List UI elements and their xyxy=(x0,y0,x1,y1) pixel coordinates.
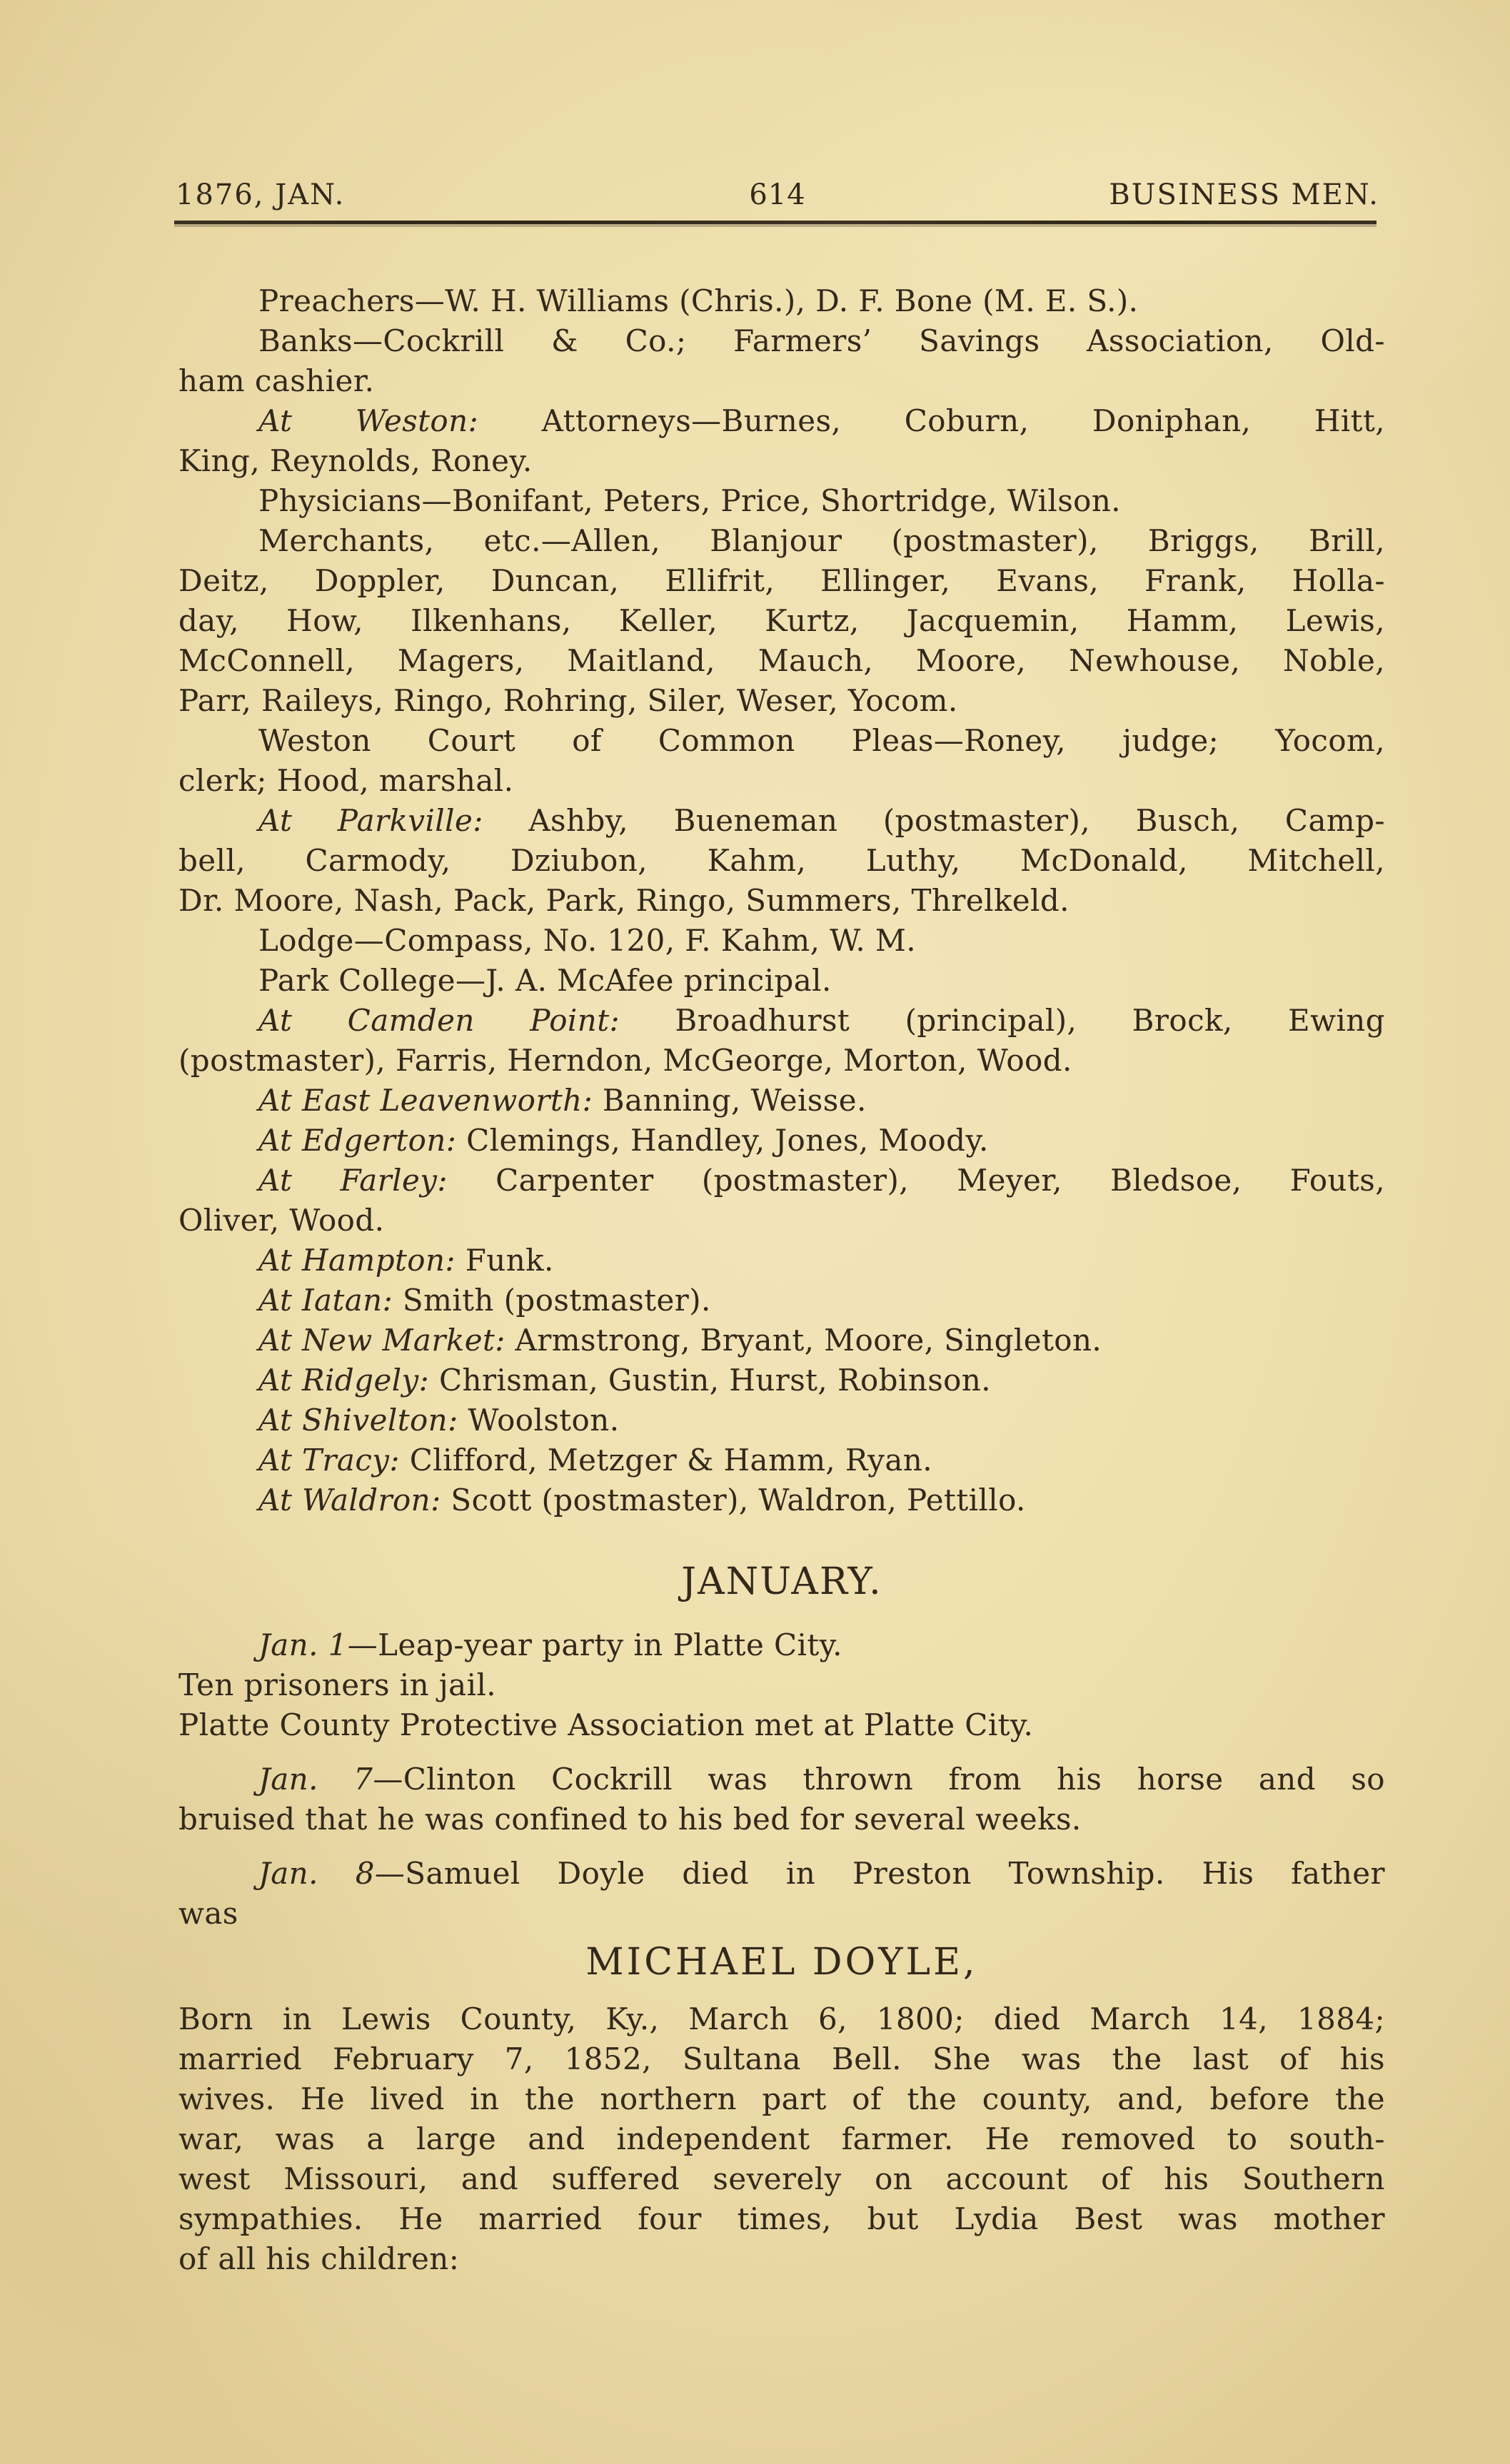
italic-text-segment: At Shivelton: xyxy=(258,1403,458,1438)
text-segment: —Leap-year party in Platte City. xyxy=(347,1627,842,1662)
page-body xyxy=(178,281,1385,2279)
text-line xyxy=(178,441,1385,481)
text-segment: Carpenter (postmaster), Meyer, Bledsoe, Fouts, xyxy=(447,1163,1385,1198)
text-line xyxy=(178,641,1385,681)
text-segment: Banks—Cockrill & Co.; Farmers’ Savings Association, Old- xyxy=(258,323,1385,358)
text-line xyxy=(178,921,1385,961)
text-line xyxy=(178,281,1385,321)
text-segment: bruised that he was confined to his bed for several weeks. xyxy=(178,1802,1082,1837)
header-rule xyxy=(174,221,1376,224)
text-line xyxy=(178,1321,1385,1360)
text-line xyxy=(178,1041,1385,1081)
italic-text-segment: At Iatan: xyxy=(258,1283,393,1318)
page-number: 614 xyxy=(749,178,806,211)
text-line xyxy=(178,1241,1385,1281)
text-segment: Broadhurst (principal), Brock, Ewing xyxy=(620,1003,1385,1038)
text-line xyxy=(178,1480,1385,1520)
text-segment: clerk; Hood, marshal. xyxy=(178,763,514,798)
text-line xyxy=(178,841,1385,881)
text-segment: King, Reynolds, Roney. xyxy=(178,443,533,478)
text-line xyxy=(178,1799,1385,1839)
text-line xyxy=(178,1625,1385,1665)
italic-text-segment: At Edgerton: xyxy=(258,1123,457,1158)
running-header xyxy=(176,178,1379,211)
italic-text-segment: At Hampton: xyxy=(258,1243,455,1278)
italic-text-segment: Jan. 8 xyxy=(258,1856,375,1891)
text-segment: Platte County Protective Association met at Platte City. xyxy=(178,1707,1034,1742)
text-segment: Preachers—W. H. Williams (Chris.), D. F. Bone (M. E. S.). xyxy=(258,283,1139,318)
text-line xyxy=(178,2039,1385,2079)
text-line xyxy=(178,2199,1385,2239)
text-segment: wives. He lived in the northern part of the county, and, before the xyxy=(178,2081,1385,2116)
text-line xyxy=(178,401,1385,441)
text-line xyxy=(178,2239,1385,2279)
text-segment: ham cashier. xyxy=(178,363,375,398)
text-line xyxy=(178,721,1385,761)
text-line xyxy=(178,361,1385,401)
text-segment: was xyxy=(178,1896,238,1931)
text-line xyxy=(178,961,1385,1001)
text-line xyxy=(178,1201,1385,1241)
text-line xyxy=(178,1161,1385,1201)
text-line xyxy=(178,1894,1385,1934)
text-line xyxy=(178,1121,1385,1161)
italic-text-segment: At Parkville: xyxy=(258,803,483,838)
text-segment: Clifford, Metzger & Hamm, Ryan. xyxy=(399,1443,932,1478)
text-line xyxy=(178,2079,1385,2119)
section-heading: MICHAEL DOYLE, xyxy=(585,1941,978,1984)
text-segment: —Samuel Doyle died in Preston Township. His father xyxy=(374,1856,1386,1891)
text-segment: Born in Lewis County, Ky., March 6, 1800; died March 14, 1884; xyxy=(178,2001,1385,2036)
text-line xyxy=(178,2159,1385,2199)
text-segment: Dr. Moore, Nash, Pack, Park, Ringo, Summers, Threlkeld. xyxy=(178,883,1069,918)
text-line xyxy=(178,1705,1385,1745)
text-segment: Weston Court of Common Pleas—Roney, judge; Yocom, xyxy=(258,723,1385,758)
text-line xyxy=(178,601,1385,641)
text-segment: Woolston. xyxy=(458,1403,620,1438)
text-segment: bell, Carmody, Dziubon, Kahm, Luthy, McDonald, Mitchell, xyxy=(178,843,1385,878)
italic-text-segment: At Ridgely: xyxy=(258,1363,430,1398)
text-segment: day, How, Ilkenhans, Keller, Kurtz, Jacquemin, Hamm, Lewis, xyxy=(178,603,1385,638)
text-segment: Clemings, Handley, Jones, Moody. xyxy=(456,1123,989,1158)
text-line xyxy=(178,2119,1385,2159)
text-line xyxy=(178,1281,1385,1321)
text-segment: Merchants, etc.—Allen, Blanjour (postmaster), Briggs, Brill, xyxy=(258,523,1385,558)
text-line xyxy=(178,481,1385,521)
text-line xyxy=(178,1759,1385,1799)
italic-text-segment: At East Leavenworth: xyxy=(258,1083,593,1118)
section-heading: JANUARY. xyxy=(681,1560,882,1603)
text-segment: Funk. xyxy=(455,1243,554,1278)
text-segment: Attorneys—Burnes, Coburn, Doniphan, Hitt, xyxy=(478,403,1385,438)
text-line xyxy=(178,1999,1385,2039)
text-line xyxy=(178,881,1385,921)
italic-text-segment: Jan. 7 xyxy=(258,1762,373,1797)
header-date: 1876, JAN. xyxy=(176,178,346,211)
text-segment: Smith (postmaster). xyxy=(393,1283,711,1318)
italic-text-segment: At Camden Point: xyxy=(258,1003,620,1038)
text-line xyxy=(178,1665,1385,1705)
italic-text-segment: At New Market: xyxy=(258,1323,505,1358)
text-segment: Ashby, Bueneman (postmaster), Busch, Camp- xyxy=(483,803,1385,838)
italic-text-segment: At Farley: xyxy=(258,1163,448,1198)
text-line xyxy=(178,561,1385,601)
text-line xyxy=(178,1854,1385,1894)
italic-text-segment: Jan. 1 xyxy=(258,1627,348,1662)
text-segment: Lodge—Compass, No. 120, F. Kahm, W. M. xyxy=(258,923,917,958)
text-line xyxy=(178,681,1385,721)
text-line xyxy=(178,1440,1385,1480)
text-line xyxy=(178,521,1385,561)
italic-text-segment: At Waldron: xyxy=(258,1483,441,1518)
text-line xyxy=(178,761,1385,801)
text-segment: Chrisman, Gustin, Hurst, Robinson. xyxy=(429,1363,992,1398)
text-segment: Parr, Raileys, Ringo, Rohring, Siler, Weser, Yocom. xyxy=(178,683,958,718)
text-line xyxy=(178,1400,1385,1440)
text-segment: Physicians—Bonifant, Peters, Price, Shortridge, Wilson. xyxy=(258,483,1122,518)
text-segment: west Missouri, and suffered severely on account of his Southern xyxy=(178,2161,1385,2196)
text-line xyxy=(178,1360,1385,1400)
text-line xyxy=(178,801,1385,841)
text-segment: Scott (postmaster), Waldron, Pettillo. xyxy=(441,1483,1026,1518)
text-line xyxy=(178,1001,1385,1041)
text-segment: Armstrong, Bryant, Moore, Singleton. xyxy=(505,1323,1102,1358)
text-segment: war, was a large and independent farmer. He removed to south- xyxy=(178,2121,1385,2156)
text-segment: married February 7, 1852, Sultana Bell. She was the last of his xyxy=(178,2041,1385,2076)
text-segment: of all his children: xyxy=(178,2241,460,2276)
text-line xyxy=(178,321,1385,361)
text-segment: Deitz, Doppler, Duncan, Ellifrit, Ellinger, Evans, Frank, Holla- xyxy=(178,563,1385,598)
text-segment: Ten prisoners in jail. xyxy=(178,1667,497,1702)
text-segment: (postmaster), Farris, Herndon, McGeorge, Morton, Wood. xyxy=(178,1043,1072,1078)
header-title: BUSINESS MEN. xyxy=(1109,178,1379,211)
text-line xyxy=(178,1081,1385,1121)
text-segment: McConnell, Magers, Maitland, Mauch, Moore, Newhouse, Noble, xyxy=(178,643,1385,678)
text-segment: sympathies. He married four times, but Lydia Best was mother xyxy=(178,2201,1385,2236)
text-segment: Oliver, Wood. xyxy=(178,1203,385,1238)
italic-text-segment: At Tracy: xyxy=(258,1443,400,1478)
italic-text-segment: At Weston: xyxy=(258,403,479,438)
text-segment: Park College—J. A. McAfee principal. xyxy=(258,963,832,998)
text-segment: Banning, Weisse. xyxy=(593,1083,867,1118)
text-segment: —Clinton Cockrill was thrown from his horse and so xyxy=(373,1762,1385,1797)
